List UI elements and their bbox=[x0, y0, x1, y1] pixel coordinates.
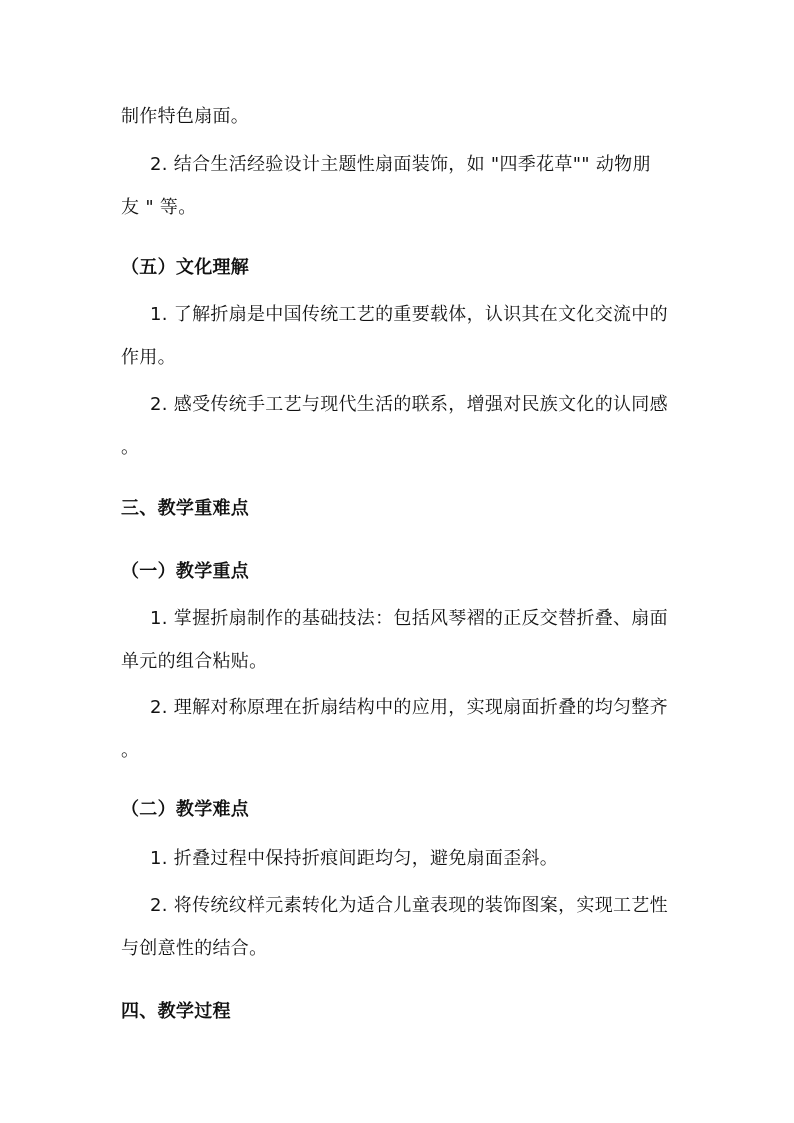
list-item-design-1-cont: 友 " 等。 bbox=[121, 197, 197, 218]
subsection-heading-difficulty: （二）教学难点 bbox=[121, 799, 250, 820]
list-item-focus-1: 1. 掌握折扇制作的基础技法：包括风琴褶的正反交替折叠、扇面 bbox=[150, 608, 668, 629]
list-item-focus-2: 2. 理解对称原理在折扇结构中的应用，实现扇面折叠的均匀整齐 bbox=[150, 697, 668, 718]
list-item-difficulty-1: 1. 折叠过程中保持折痕间距均匀，避免扇面歪斜。 bbox=[150, 848, 559, 869]
section-heading-culture: （五）文化理解 bbox=[121, 257, 250, 278]
section-heading-process: 四、教学过程 bbox=[121, 1001, 231, 1022]
list-item-focus-1-cont: 单元的组合粘贴。 bbox=[121, 651, 268, 672]
list-item-culture-2-cont: 。 bbox=[121, 437, 140, 458]
list-item-culture-1: 1. 了解折扇是中国传统工艺的重要载体，认识其在文化交流中的 bbox=[150, 304, 668, 325]
list-item-design-1: 2. 结合生活经验设计主题性扇面装饰，如 "四季花草"" 动物朋 bbox=[150, 154, 651, 175]
list-item-difficulty-2-cont: 与创意性的结合。 bbox=[121, 938, 268, 959]
list-item-focus-2-cont: 。 bbox=[121, 740, 140, 761]
paragraph-continuation: 制作特色扇面。 bbox=[121, 106, 250, 127]
list-item-difficulty-2: 2. 将传统纹样元素转化为适合儿童表现的装饰图案，实现工艺性 bbox=[150, 895, 668, 916]
list-item-culture-2: 2. 感受传统手工艺与现代生活的联系，增强对民族文化的认同感 bbox=[150, 394, 668, 415]
list-item-culture-1-cont: 作用。 bbox=[121, 347, 176, 368]
section-heading-key-points: 三、教学重难点 bbox=[121, 498, 250, 519]
subsection-heading-focus: （一）教学重点 bbox=[121, 561, 250, 582]
